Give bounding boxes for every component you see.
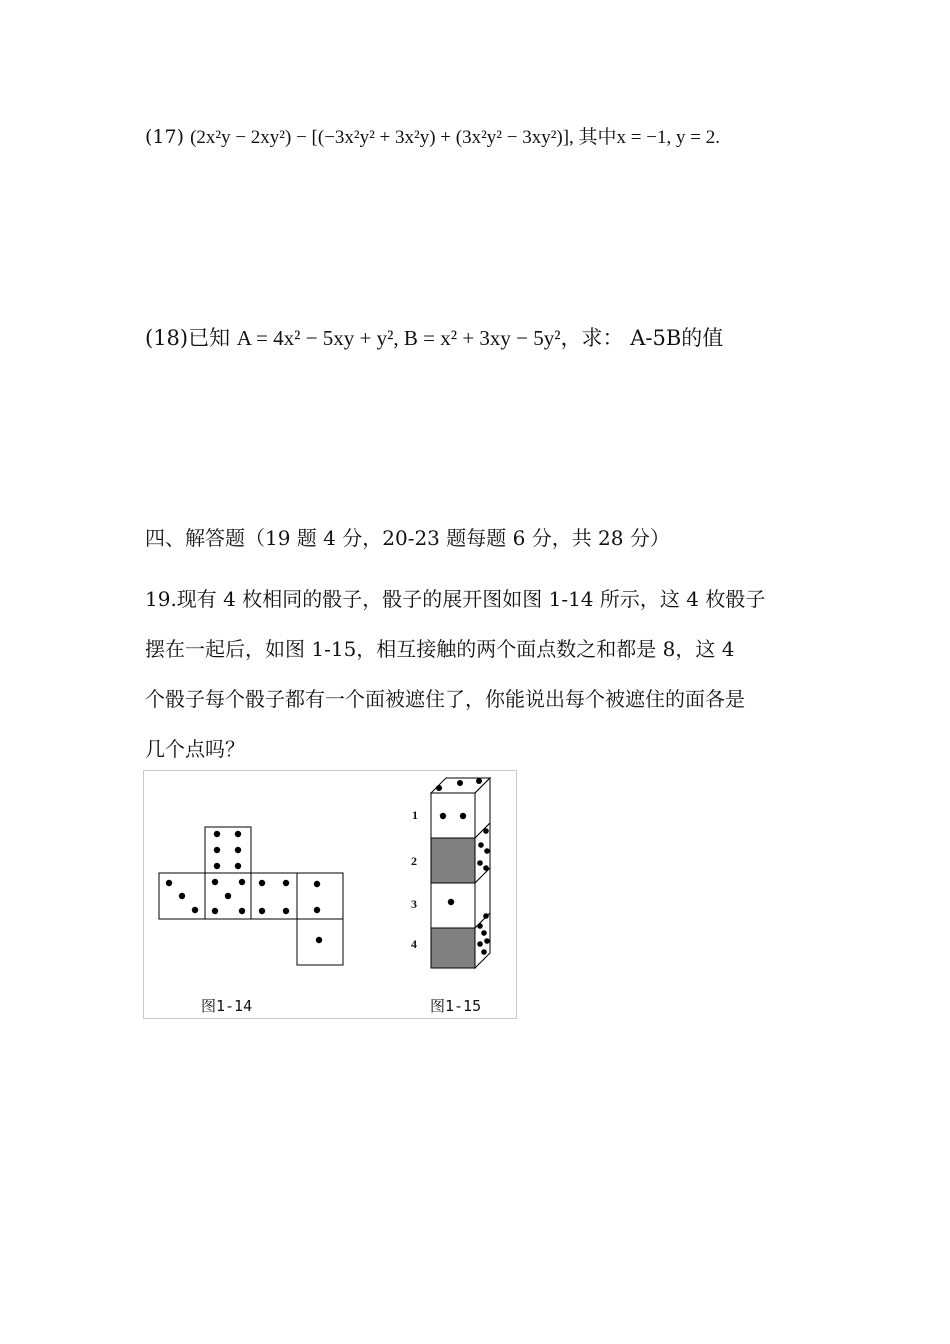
question-17 xyxy=(145,122,720,149)
caption-figure-1-15: 图1-15 xyxy=(430,997,482,1015)
question-18-label: (18) xyxy=(145,326,189,350)
dice-figure xyxy=(143,770,517,1019)
question-19-line-4: 几个点吗？ xyxy=(145,737,245,761)
stack-label-4: 4 xyxy=(411,937,417,951)
question-17-label: (17) xyxy=(145,126,185,148)
stack-label-3: 3 xyxy=(411,897,417,911)
net-face-three xyxy=(297,873,343,919)
caption-figure-1-14: 图1-14 xyxy=(201,997,253,1015)
section-heading: 四、解答题（19 题 4 分，20-23 题每题 6 分，共 28 分） xyxy=(145,526,670,550)
question-18 xyxy=(145,322,723,352)
question-19 xyxy=(145,574,810,774)
dice-figure-drawing xyxy=(144,771,518,1020)
question-18-suffix: ，求： A-5B的值 xyxy=(560,326,724,350)
stack-label-2: 2 xyxy=(411,854,417,868)
dice-net xyxy=(159,827,343,965)
net-face-four-b xyxy=(251,873,297,919)
question-18-expression: A = 4x² − 5xy + y², B = x² + 3xy − 5y² xyxy=(236,326,561,350)
stack-front-2 xyxy=(431,838,475,883)
question-19-line-1: 19.现有 4 枚相同的骰子，骰子的展开图如图 1-14 所示，这 4 枚骰子 xyxy=(145,587,766,611)
question-18-prefix: 已知 xyxy=(188,326,231,350)
dice-stack xyxy=(431,778,490,968)
stack-label-1: 1 xyxy=(412,808,418,822)
net-face-six xyxy=(205,827,251,873)
stack-front-1 xyxy=(431,793,475,838)
question-19-line-3: 个骰子每个骰子都有一个面被遮住了，你能说出每个被遮住的面各是 xyxy=(145,687,745,711)
stack-front-3 xyxy=(431,883,475,928)
stack-front-4 xyxy=(431,928,475,968)
question-17-expression: (2x²y − 2xy²) − [(−3x²y² + 3x²y) + (3x²y² − 3xy²)], 其中x = −1, y = 2. xyxy=(190,127,720,148)
question-19-line-2: 摆在一起后，如图 1-15，相互接触的两个面点数之和都是 8，这 4 xyxy=(145,637,735,661)
